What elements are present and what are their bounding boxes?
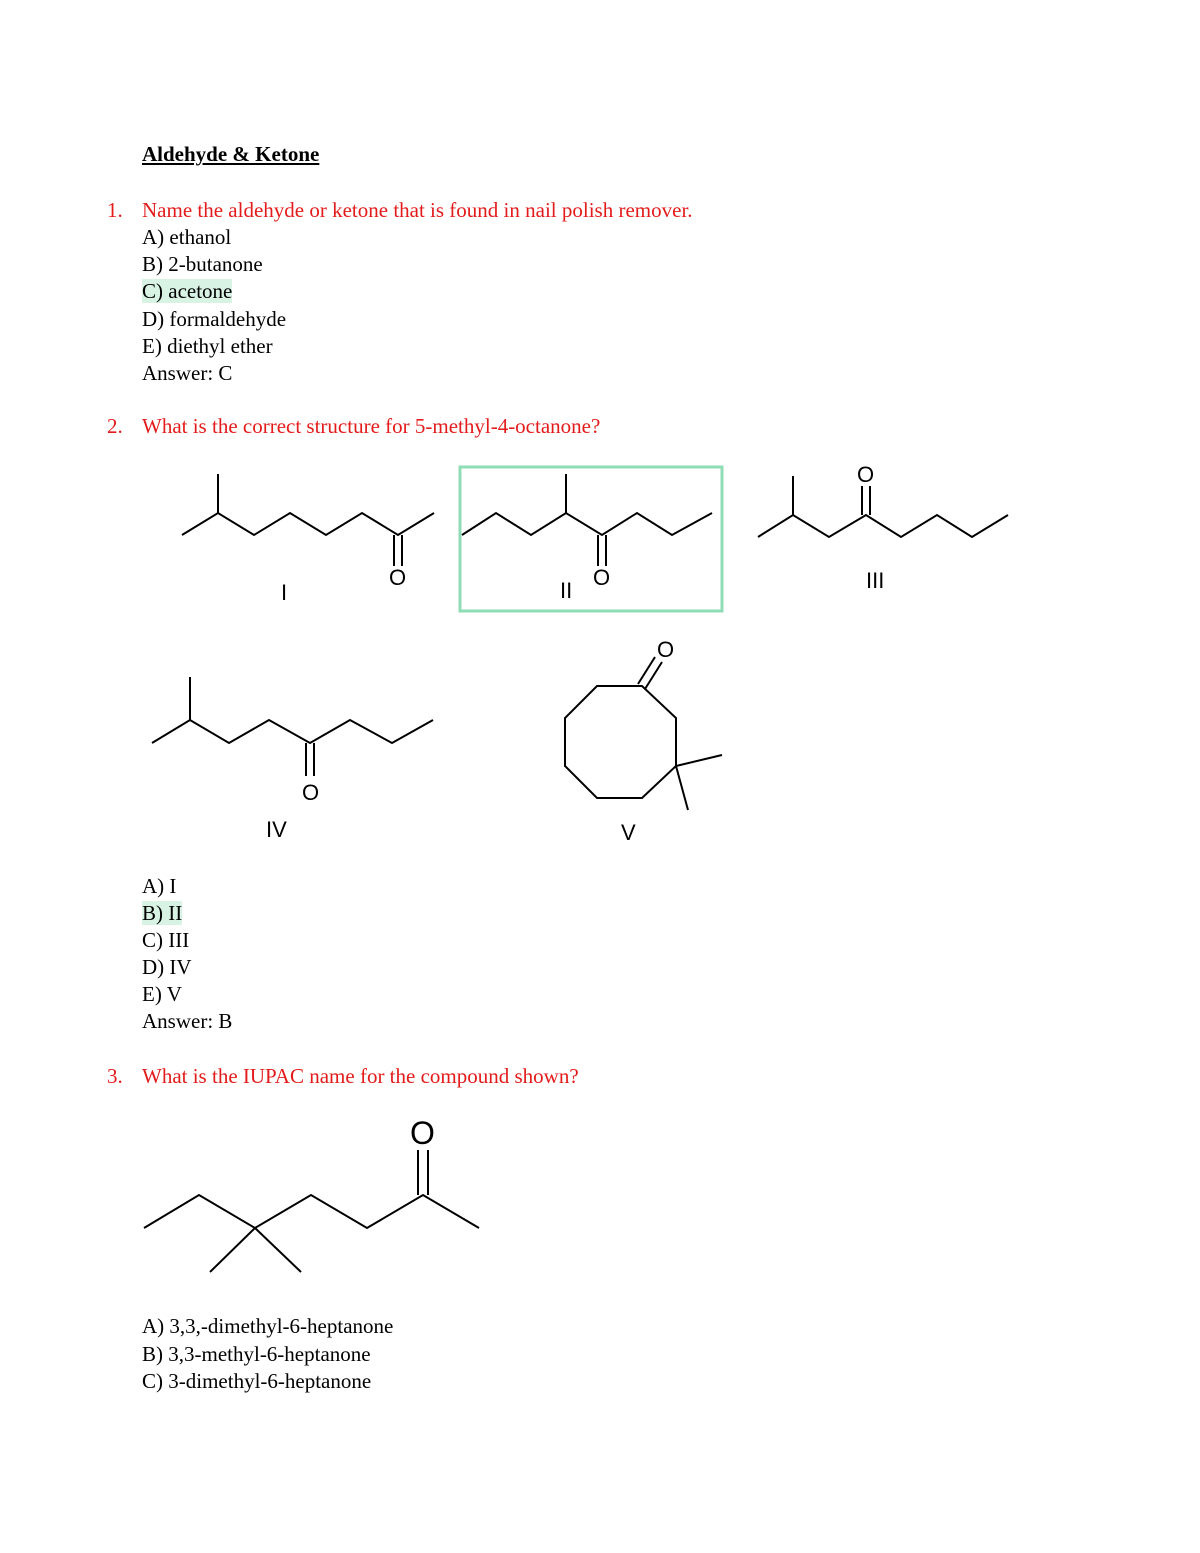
structure-q3-oxygen: O	[410, 1115, 435, 1151]
structure-v-oxygen: O	[657, 637, 675, 662]
question-1-number: 1.	[107, 198, 123, 222]
structure-iv	[152, 677, 433, 842]
q2-option-d: D) IV	[142, 955, 192, 979]
q1-option-e: E) diethyl ether	[142, 334, 273, 358]
structure-iii-label: III	[866, 568, 885, 593]
q1-answer: Answer: C	[142, 361, 233, 385]
q2-option-e: E) V	[142, 982, 182, 1006]
q2-answer: Answer: B	[142, 1009, 233, 1033]
structure-iii	[758, 462, 1008, 593]
q3-option-a: A) 3,3,-dimethyl-6-heptanone	[142, 1314, 394, 1338]
selected-structure-box	[460, 467, 722, 611]
question-2-text: What is the correct structure for 5-methyl-4-octanone?	[142, 414, 601, 438]
q1-option-b: B) 2-butanone	[142, 252, 263, 276]
structure-i-label: I	[281, 580, 288, 605]
question-3-text: What is the IUPAC name for the compound shown?	[142, 1064, 579, 1088]
page-title: Aldehyde & Ketone	[142, 142, 320, 166]
structure-ii-oxygen: O	[593, 565, 611, 590]
structure-iv-oxygen: O	[302, 780, 320, 805]
q2-option-b-highlighted: B) II	[142, 901, 183, 925]
q3-option-b: B) 3,3-methyl-6-heptanone	[142, 1342, 371, 1366]
q1-option-d: D) formaldehyde	[142, 307, 287, 331]
q2-option-c: C) III	[142, 928, 190, 952]
structure-v-label: V	[621, 820, 636, 845]
q3-structure	[0, 1100, 1200, 1300]
question-2-number: 2.	[107, 414, 123, 438]
structure-q3	[144, 1115, 479, 1272]
structure-i-oxygen: O	[389, 565, 407, 590]
structure-iv-label: IV	[266, 817, 287, 842]
question-1-text: Name the aldehyde or ketone that is found in nail polish remover.	[142, 198, 693, 222]
structure-v	[565, 637, 722, 845]
structure-ii-label: II	[560, 578, 573, 603]
structure-iii-oxygen: O	[857, 462, 875, 487]
structure-i	[182, 474, 434, 605]
q1-option-c-highlighted: C) acetone	[142, 279, 233, 303]
structure-ii	[462, 474, 712, 603]
question-3-number: 3.	[107, 1064, 123, 1088]
q2-option-a: A) I	[142, 874, 177, 898]
q3-option-c: C) 3-dimethyl-6-heptanone	[142, 1369, 372, 1393]
q1-option-a: A) ethanol	[142, 225, 232, 249]
